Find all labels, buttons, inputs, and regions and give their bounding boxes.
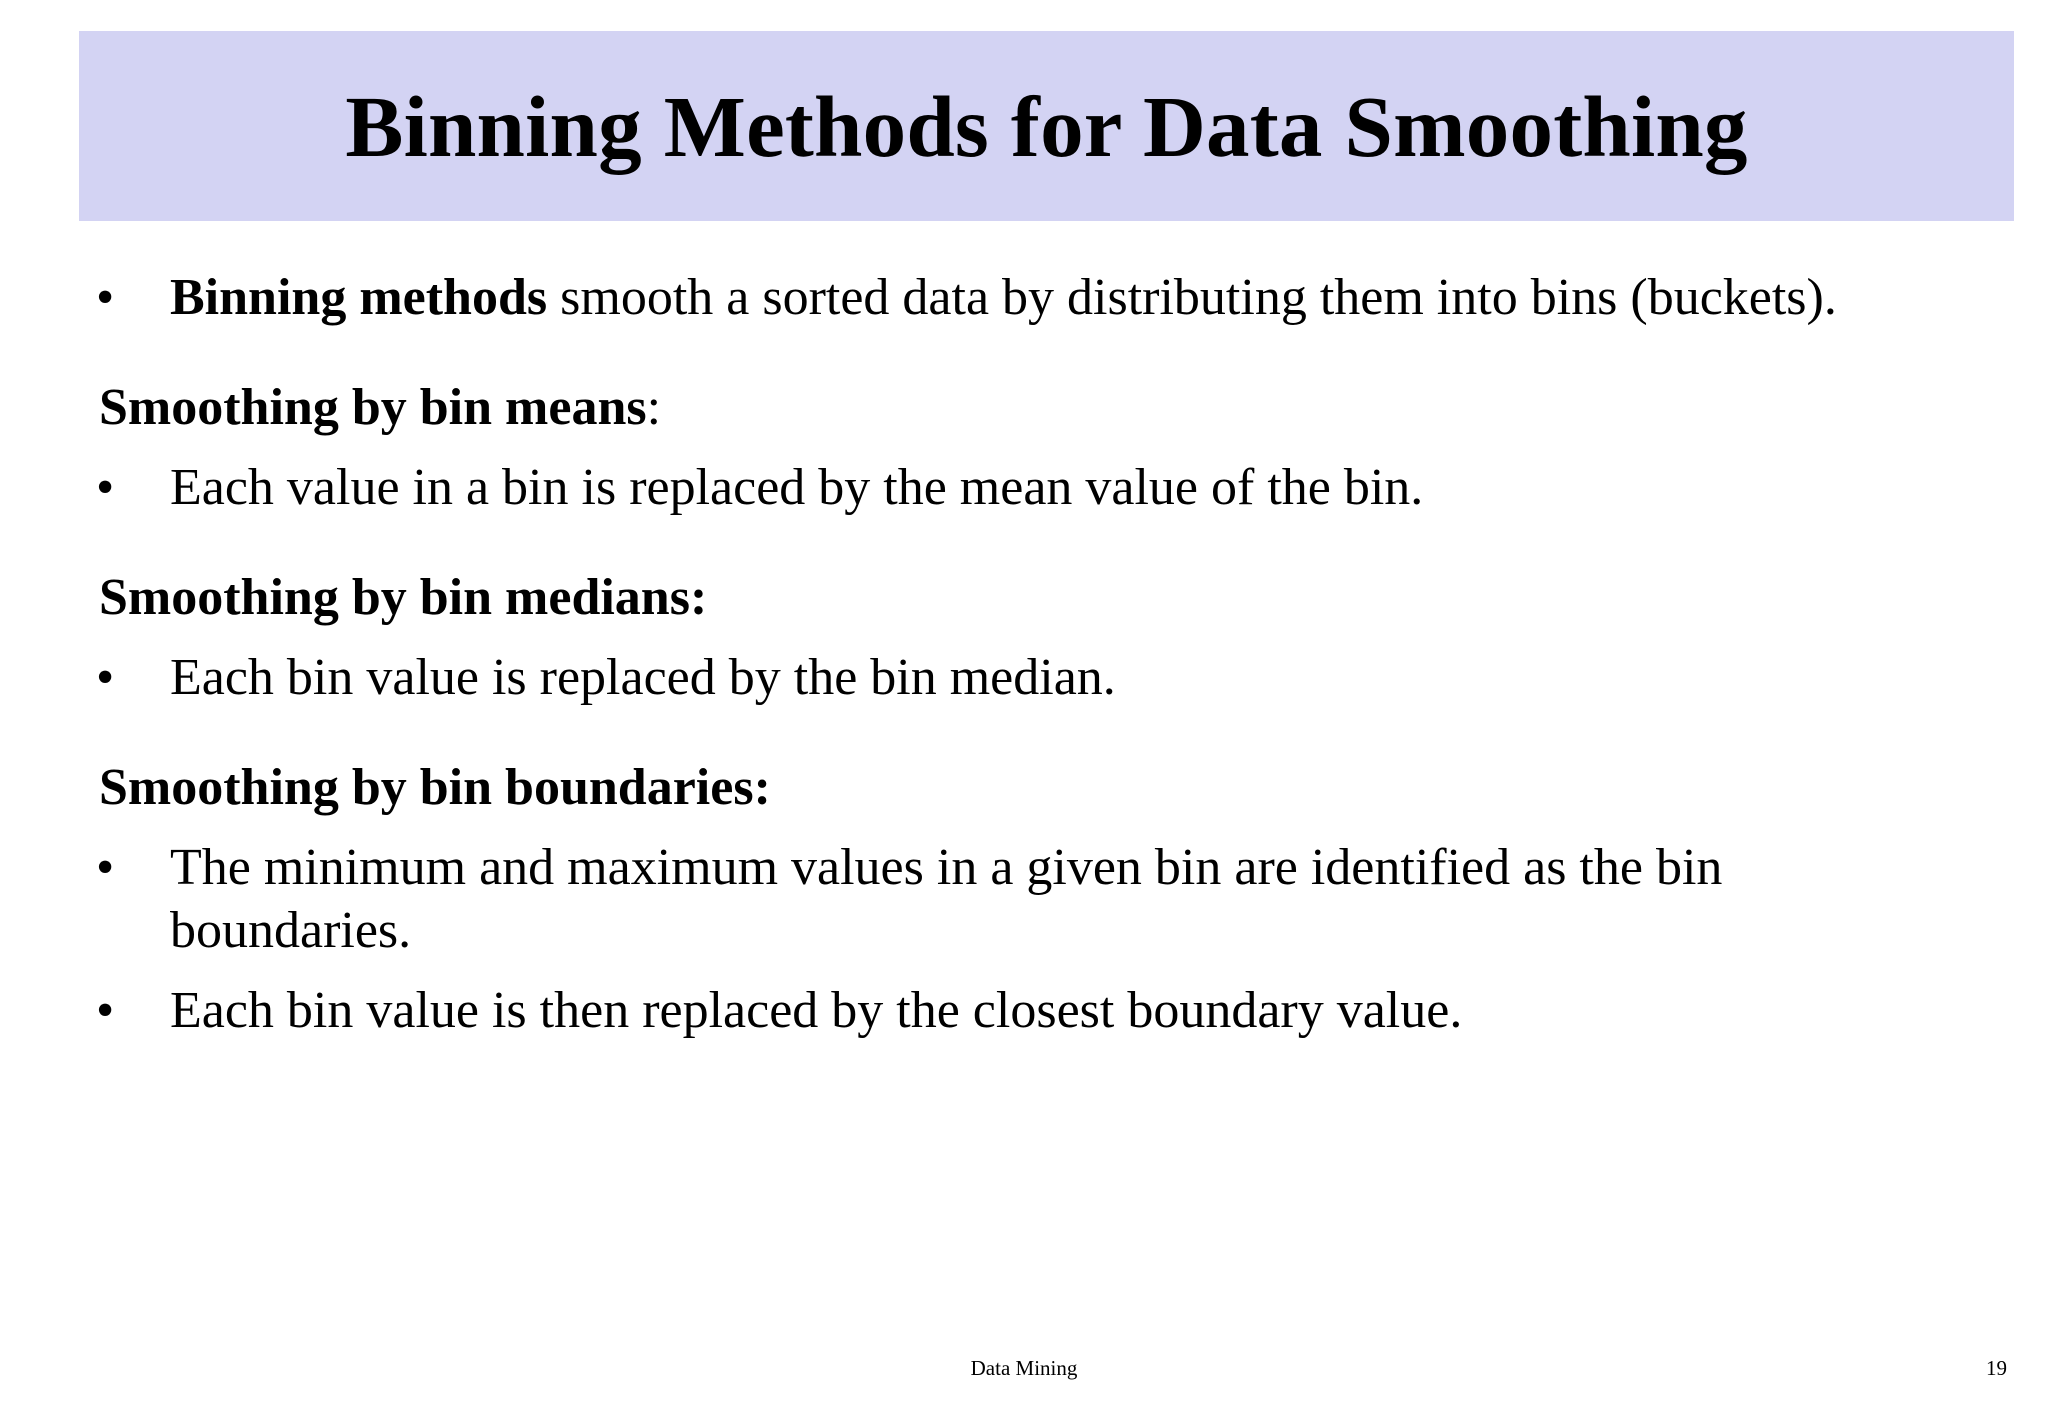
slide-title: Binning Methods for Data Smoothing: [345, 77, 1748, 175]
section-heading-medians-text: Smoothing by bin medians:: [99, 569, 708, 626]
section-heading-boundaries: [99, 757, 771, 819]
bullet-text-boundaries-line-1: The minimum and maximum values in a given bin are identified as the bin: [170, 839, 1723, 896]
bullet-icon: •: [96, 982, 115, 1039]
bullet-text-medians: Each bin value is replaced by the bin median.: [170, 649, 1116, 706]
section-heading-boundaries-text: Smoothing by bin boundaries:: [99, 759, 771, 816]
bullet-icon: •: [96, 269, 115, 326]
footer-course-label: Data Mining: [970, 1356, 1078, 1380]
section-heading-medians: [99, 567, 707, 629]
intro-bold-term: Binning methods: [170, 269, 548, 326]
bullet-icon: •: [96, 649, 115, 706]
bullet-text-boundaries-line-2: boundaries.: [170, 902, 412, 959]
bullet-text-boundaries-replace: Each bin value is then replaced by the closest boundary value.: [170, 982, 1463, 1039]
section-heading-means: [99, 377, 661, 439]
section-heading-means-text: Smoothing by bin means: [99, 379, 647, 436]
intro-rest-text: smooth a sorted data by distributing them into bins (buckets).: [547, 269, 1837, 326]
bullet-icon: •: [96, 839, 115, 896]
intro-bullet-text: [170, 267, 1837, 329]
bullet-text-means: Each value in a bin is replaced by the mean value of the bin.: [170, 459, 1424, 516]
section-heading-means-colon: :: [646, 379, 662, 436]
footer-page-number: 19: [1986, 1356, 2007, 1380]
bullet-icon: •: [96, 459, 115, 516]
